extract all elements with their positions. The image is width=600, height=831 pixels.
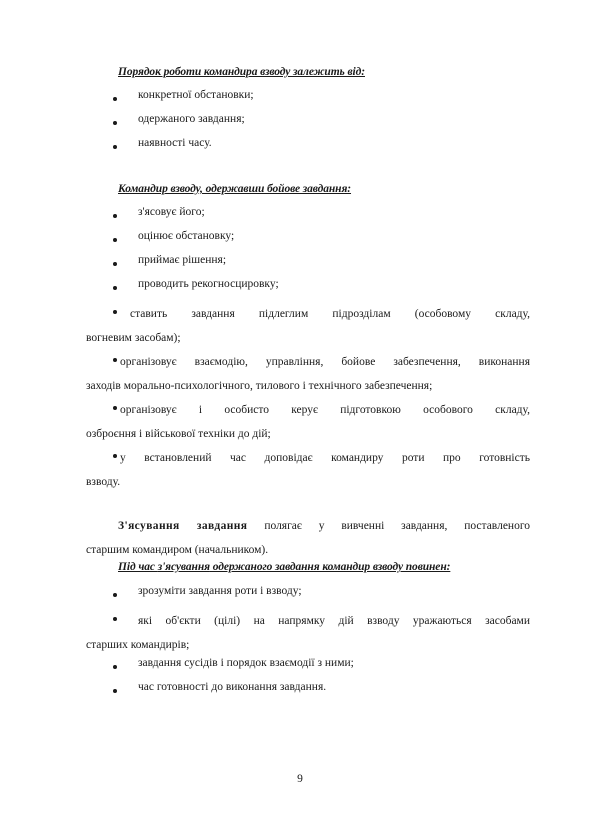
bullet-icon bbox=[113, 262, 117, 266]
paragraph-task-clarification bbox=[86, 514, 530, 562]
paragraph-text: полягає у вивченні завдання, поставленого bbox=[264, 520, 531, 532]
list-item: зрозуміти завдання роти і взводу; bbox=[138, 585, 302, 597]
heading-part: Під час bbox=[118, 561, 158, 573]
list-item: наявності часу. bbox=[138, 137, 212, 149]
list-item-line: у встановлений час доповідає командиру роти про готовність bbox=[120, 452, 530, 464]
bullet-icon bbox=[113, 238, 117, 242]
list-item: час готовності до виконання завдання. bbox=[138, 681, 327, 693]
list-item-line: ставить завдання підлеглим підрозділам (особовому складу, bbox=[130, 308, 530, 320]
paragraph-term: З'ясування завдання bbox=[118, 520, 248, 532]
heading-term: з'ясування bbox=[157, 561, 210, 573]
page-number: 9 bbox=[297, 773, 303, 785]
bullet-icon bbox=[113, 121, 117, 125]
list-item-line: які об'єкти (цілі) на напрямку дій взводу уражаються засобами bbox=[138, 615, 530, 627]
list-item: одержаного завдання; bbox=[138, 113, 245, 125]
list-item bbox=[86, 350, 530, 398]
list-item: приймає рішення; bbox=[138, 254, 227, 266]
bullet-icon bbox=[113, 214, 117, 218]
list-item-line: організовує і особисто керує підготовкою особового складу, bbox=[120, 404, 530, 416]
heading-part: одержаного завдання командир взводу повинен: bbox=[209, 561, 451, 573]
list-item: оцінює обстановку; bbox=[138, 230, 235, 242]
section-heading-clarification-duties bbox=[118, 561, 450, 573]
list-item: з'ясовує його; bbox=[138, 206, 205, 218]
list-item: конкретної обстановки; bbox=[138, 89, 254, 101]
list-item-line: організовує взаємодію, управління, бойове забезпечення, виконання bbox=[120, 356, 530, 368]
list-item-line: озброєння і військової техніки до дій; bbox=[86, 428, 271, 440]
list-item bbox=[86, 302, 530, 350]
list-item bbox=[86, 446, 530, 494]
list-item-line: старших командирів; bbox=[86, 639, 190, 651]
bullet-icon bbox=[113, 593, 117, 597]
bullet-icon bbox=[113, 286, 117, 290]
list-item: завдання сусідів і порядок взаємодії з ними; bbox=[138, 657, 354, 669]
section-heading-commander-actions: Командир взводу, одержавши бойове завдання: bbox=[118, 183, 352, 195]
paragraph-line bbox=[86, 514, 530, 538]
list-item: проводить рекогносцировку; bbox=[138, 278, 279, 290]
bullet-icon bbox=[113, 689, 117, 693]
list-item-line: вогневим засобам); bbox=[86, 332, 181, 344]
paragraph-line: старшим командиром (начальником). bbox=[86, 544, 269, 556]
bullet-icon bbox=[113, 145, 117, 149]
bullet-icon bbox=[113, 665, 117, 669]
list-item-line: взводу. bbox=[86, 476, 121, 488]
list-item-line: заходів морально-психологічного, тилового і технічного забезпечення; bbox=[86, 380, 433, 392]
list-item bbox=[86, 609, 530, 657]
list-item bbox=[86, 398, 530, 446]
section-heading-work-order: Порядок роботи командира взводу залежить від: bbox=[118, 66, 365, 78]
bullet-icon bbox=[113, 97, 117, 101]
